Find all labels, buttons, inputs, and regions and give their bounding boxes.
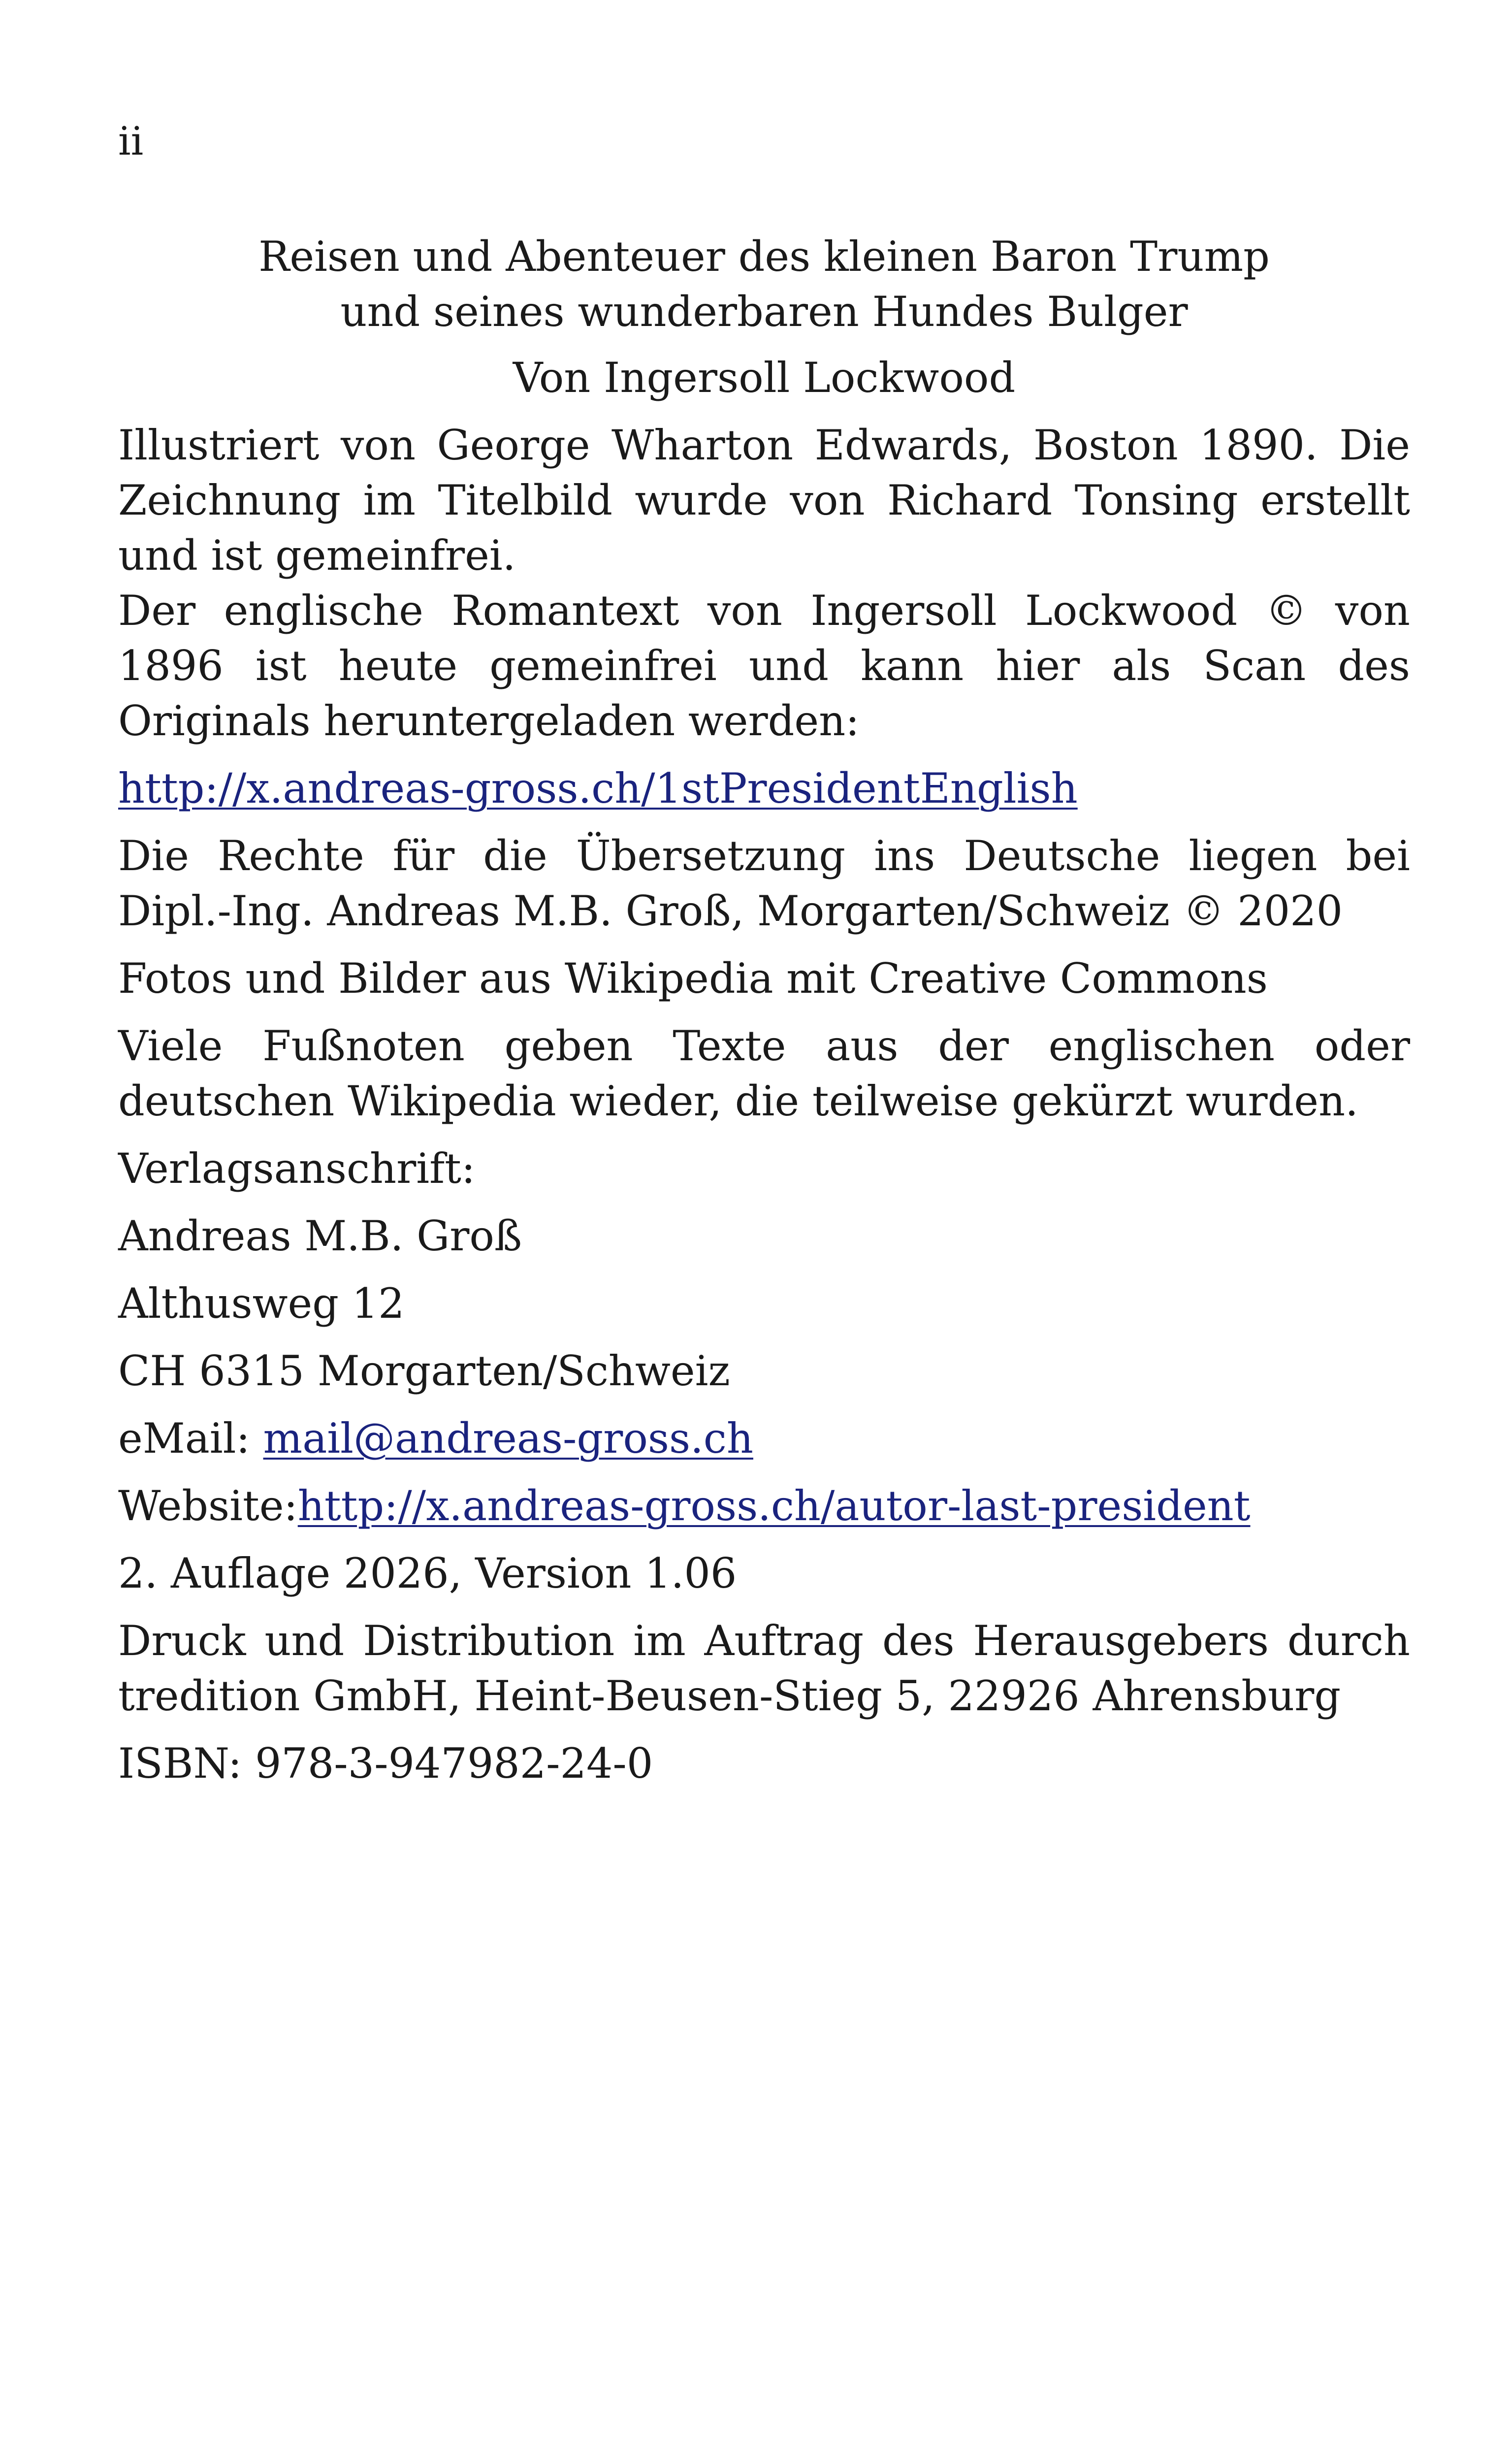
publisher-name: Andreas M.B. Groß	[118, 1212, 522, 1260]
isbn: ISBN: 978-3-947982-24-0	[118, 1739, 653, 1788]
book-title-line-2: und seines wunderbaren Hundes Bulger	[340, 288, 1188, 336]
distribution-info: Druck und Distribution im Auftrag des Herausgebers durch tredition GmbH, Heint-Beusen-Stieg 5, 22926 Ahrensburg	[118, 1617, 1410, 1720]
publisher-city: CH 6315 Morgarten/Schweiz	[118, 1347, 730, 1395]
publisher-website-line	[118, 1478, 1410, 1533]
original-text-note: Der englische Romantext von Ingersoll Lockwood © von 1896 ist heute gemeinfrei und kann hier als Scan des Originals heruntergeladen werden:	[118, 586, 1410, 745]
translation-rights: Die Rechte für die Übersetzung ins Deutsche liegen bei Dipl.-Ing. Andreas M.B. Groß, Morgarten/Schweiz © 2020	[118, 832, 1410, 935]
book-title	[118, 229, 1410, 339]
website-link[interactable]: http://x.andreas-gross.ch/autor-last-president	[297, 1482, 1251, 1530]
imprint-content	[118, 229, 1410, 1791]
email-link[interactable]: mail@andreas-gross.ch	[263, 1414, 753, 1463]
edition-info: 2. Auflage 2026, Version 1.06	[118, 1549, 737, 1597]
publisher-heading: Verlagsanschrift:	[118, 1144, 476, 1193]
original-scan-link[interactable]: http://x.andreas-gross.ch/1stPresidentEnglish	[118, 764, 1078, 813]
publisher-street: Althusweg 12	[118, 1279, 405, 1328]
photos-note: Fotos und Bilder aus Wikipedia mit Creative Commons	[118, 954, 1268, 1003]
email-label: eMail:	[118, 1414, 263, 1463]
publisher-email-line	[118, 1411, 1410, 1466]
original-link-paragraph	[118, 761, 1410, 816]
book-author: Von Ingersoll Lockwood	[513, 354, 1016, 402]
page-number: ii	[118, 118, 144, 164]
illustration-note: Illustriert von George Wharton Edwards, Boston 1890. Die Zeichnung im Titelbild wurde von Richard Tonsing erstellt und ist gemeinfrei.	[118, 421, 1410, 580]
website-label: Website:	[118, 1482, 298, 1530]
book-title-line-1: Reisen und Abenteuer des kleinen Baron Trump	[258, 232, 1270, 281]
footnotes-note: Viele Fußnoten geben Texte aus der englischen oder deutschen Wikipedia wieder, die teilweise gekürzt wurden.	[118, 1022, 1410, 1125]
